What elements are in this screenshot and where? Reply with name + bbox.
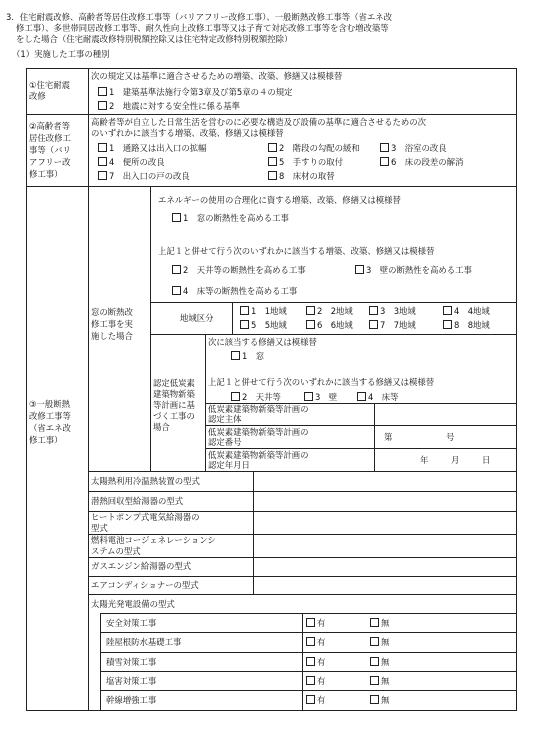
region-2[interactable]: 2 2地域 — [306, 306, 353, 317]
equipment-fuel-cell: 燃料電池コージェネレーションシ ステムの型式 — [91, 535, 216, 556]
sec2-item-2[interactable]: 2 階段の勾配の緩和 — [268, 143, 360, 154]
checkbox[interactable] — [231, 351, 240, 360]
cert-number-suffix: 号 — [446, 432, 455, 442]
cert-date-label: 低炭素建築物新築等計画の 認定年月日 — [208, 450, 309, 470]
no-option[interactable]: 無 — [370, 637, 389, 648]
cert-date-year: 年 — [420, 455, 429, 465]
window-item-2[interactable]: 2 天井等の断熱性を高める工事 — [172, 265, 306, 276]
label-column-divider — [88, 68, 89, 711]
equipment-air-conditioner: エアコンディショナーの型式 — [91, 580, 199, 590]
solar-work-roof: 陸屋根防水基礎工事 — [106, 637, 182, 647]
sec2-item-5[interactable]: 5 手すりの取付 — [268, 157, 343, 168]
checkbox[interactable] — [98, 171, 107, 180]
row-divider — [205, 448, 517, 449]
window-text-2: 上記１と併せて行う次のいずれかに該当する増築、改築、修繕又は模様替 — [158, 246, 435, 256]
lowcarbon-item-2[interactable]: 2 天井等 — [231, 392, 281, 403]
checkbox[interactable] — [443, 306, 452, 315]
checkbox[interactable] — [370, 618, 379, 627]
equipment-solar-thermal: 太陽熱利用冷温熱装置の型式 — [91, 476, 200, 486]
row-divider — [26, 114, 517, 115]
cert-date-month: 月 — [451, 455, 460, 465]
yes-option[interactable]: 有 — [306, 676, 325, 687]
window-item-1[interactable]: 1 窓の断熱性を高める工事 — [172, 213, 289, 224]
row-divider — [100, 671, 517, 672]
solar-work-safety: 安全対策工事 — [106, 618, 157, 628]
checkbox[interactable] — [306, 676, 315, 685]
solar-work-salt: 塩害対策工事 — [106, 676, 157, 686]
window-work-label: 窓の断熱改 修工事を実 施した場合 — [91, 307, 133, 341]
equipment-solar-pv: 太陽光発電設備の型式 — [91, 599, 175, 609]
checkbox[interactable] — [370, 657, 379, 666]
yes-option[interactable]: 有 — [306, 657, 325, 668]
window-label-divider — [150, 186, 151, 471]
lowcarbon-item-3[interactable]: 3 壁 — [304, 392, 337, 403]
checkbox[interactable] — [380, 157, 389, 166]
region-8[interactable]: 8 8地域 — [443, 320, 490, 331]
equipment-latent-heat: 潜熱回収型給湯器の型式 — [91, 496, 184, 506]
checkbox[interactable] — [306, 618, 315, 627]
checkbox[interactable] — [443, 320, 452, 329]
solar-indent-divider — [100, 613, 101, 711]
lowcarbon-item-4[interactable]: 4 床等 — [357, 392, 398, 403]
region-3[interactable]: 3 3地域 — [369, 306, 416, 317]
checkbox[interactable] — [370, 637, 379, 646]
checkbox[interactable] — [268, 171, 277, 180]
region-1[interactable]: 1 1地域 — [240, 306, 287, 317]
checkbox[interactable] — [268, 143, 277, 152]
checkbox[interactable] — [98, 101, 107, 110]
sec2-item-4[interactable]: 4 便所の改良 — [98, 157, 165, 168]
row-divider — [100, 652, 517, 653]
checkbox[interactable] — [172, 265, 181, 274]
lowcarbon-label: 認定低炭素 建築物新築 等計画に基 づく工事の 場合 — [153, 378, 195, 432]
row-divider — [100, 613, 517, 614]
checkbox[interactable] — [98, 143, 107, 152]
yes-option[interactable]: 有 — [306, 695, 325, 706]
row-divider — [100, 690, 517, 691]
row-divider — [100, 632, 517, 633]
region-divider — [232, 302, 233, 334]
sec2-item-7[interactable]: 7 出入口の戸の改良 — [98, 171, 190, 182]
equipment-heat-pump: ヒートポンプ式電気給湯器の 型式 — [91, 512, 200, 533]
sec1-item-2[interactable]: 2 地震に対する安全性に係る基準 — [98, 101, 240, 112]
checkbox[interactable] — [98, 87, 107, 96]
checkbox[interactable] — [369, 320, 378, 329]
checkbox[interactable] — [306, 637, 315, 646]
table-border-left — [26, 68, 27, 711]
checkbox[interactable] — [370, 695, 379, 704]
lowcarbon-item-1[interactable]: 1 窓 — [231, 351, 264, 362]
cert-number-label: 低炭素建築物新築等計画の 認定番号 — [208, 427, 309, 447]
sec2-item-1[interactable]: 1 通路又は出入口の拡幅 — [98, 143, 206, 154]
row-divider — [150, 302, 517, 303]
checkbox[interactable] — [268, 157, 277, 166]
lowcarbon-text-2: 上記１と併せて行う次のいずれかに該当する修繕又は模様替 — [208, 377, 435, 387]
solar-work-snow: 積雪対策工事 — [106, 657, 157, 667]
cert-value-divider — [374, 403, 375, 471]
lowcarbon-text-1: 次に該当する修繕又は模様替 — [208, 337, 317, 347]
sec2-text: 高齢者等が自立した日常生活を営むのに必要な構造及び設備の基準に適合させるための次 のいずれかに該当する増築、改築、修繕又は模様替 — [91, 117, 426, 138]
form-subtitle: （1）実施した工事の種別 — [12, 49, 110, 59]
checkbox[interactable] — [355, 265, 364, 274]
sec1-label: ①住宅耐震 改修 — [29, 80, 71, 101]
checkbox[interactable] — [231, 392, 240, 401]
heading-line: 3．住宅耐震改修、高齢者等居住改修工事等（バリアフリー改修工事）、一般断熱改修工事等（省エネ改 — [6, 12, 393, 22]
sec2-item-3[interactable]: 3 浴室の改良 — [380, 143, 447, 154]
row-divider — [88, 491, 517, 492]
checkbox[interactable] — [357, 392, 366, 401]
checkbox[interactable] — [306, 657, 315, 666]
table-border-top — [26, 68, 517, 69]
checkbox[interactable] — [98, 157, 107, 166]
region-label: 地域区分 — [180, 313, 214, 323]
row-divider — [88, 557, 517, 558]
checkbox[interactable] — [240, 320, 249, 329]
cert-authority-label: 低炭素建築物新築等計画の 認定主体 — [208, 404, 309, 424]
checkbox[interactable] — [172, 213, 181, 222]
solar-work-trunk: 幹線増強工事 — [106, 695, 157, 705]
row-divider — [88, 594, 517, 595]
row-divider — [88, 576, 517, 577]
row-divider — [88, 471, 517, 472]
heading-line: 修工事）、多世帯同居改修工事等、耐久性向上改修工事等又は子育て対応改修工事等を含む増改築等 — [16, 23, 389, 33]
cert-date-day: 日 — [482, 455, 491, 465]
sec2-label: ②高齢者等 居住改修工 事等（バリ アフリー改 修工事） — [29, 121, 71, 179]
section-heading — [6, 12, 392, 45]
window-item-3[interactable]: 3 壁の断熱性を高める工事 — [355, 265, 472, 276]
sec3-label: ③一般断熱 改修工事等 （省エネ改 修工事） — [29, 399, 71, 445]
sec1-item-1[interactable]: 1 建築基準法施行令第3章及び第5章の４の規定 — [98, 87, 292, 98]
no-option[interactable]: 無 — [370, 676, 389, 687]
no-option[interactable]: 無 — [370, 618, 389, 629]
region-7[interactable]: 7 7地域 — [369, 320, 416, 331]
heading-line: をした場合（住宅耐震改修特別税額控除又は住宅特定改修特別税額控除） — [16, 34, 293, 44]
region-6[interactable]: 6 6地域 — [306, 320, 353, 331]
sec2-item-8[interactable]: 8 床材の取替 — [268, 171, 335, 182]
yes-option[interactable]: 有 — [306, 618, 325, 629]
checkbox[interactable] — [369, 306, 378, 315]
solar-value-divider — [302, 613, 303, 711]
checkbox[interactable] — [304, 392, 313, 401]
region-5[interactable]: 5 5地域 — [240, 320, 287, 331]
window-text-1: エネルギーの使用の合理化に資する増築、改築、修繕又は模様替 — [158, 195, 401, 205]
checkbox[interactable] — [370, 676, 379, 685]
checkbox[interactable] — [240, 306, 249, 315]
yes-option[interactable]: 有 — [306, 637, 325, 648]
table-border-right — [516, 68, 517, 711]
checkbox[interactable] — [380, 143, 389, 152]
window-item-4[interactable]: 4 床等の断熱性を高める工事 — [172, 286, 297, 297]
equipment-gas-engine: ガスエンジン給湯器の型式 — [91, 561, 192, 571]
no-option[interactable]: 無 — [370, 657, 389, 668]
checkbox[interactable] — [306, 695, 315, 704]
no-option[interactable]: 無 — [370, 695, 389, 706]
checkbox[interactable] — [306, 306, 315, 315]
cert-number-prefix: 第 — [384, 432, 393, 442]
sec2-item-6[interactable]: 6 床の段差の解消 — [380, 157, 463, 168]
checkbox[interactable] — [172, 286, 181, 295]
row-divider — [205, 425, 517, 426]
sec1-text: 次の規定又は基準に適合させるための増築、改築、修繕又は模様替 — [91, 71, 343, 81]
checkbox[interactable] — [306, 320, 315, 329]
region-4[interactable]: 4 4地域 — [443, 306, 490, 317]
row-divider — [26, 186, 517, 187]
